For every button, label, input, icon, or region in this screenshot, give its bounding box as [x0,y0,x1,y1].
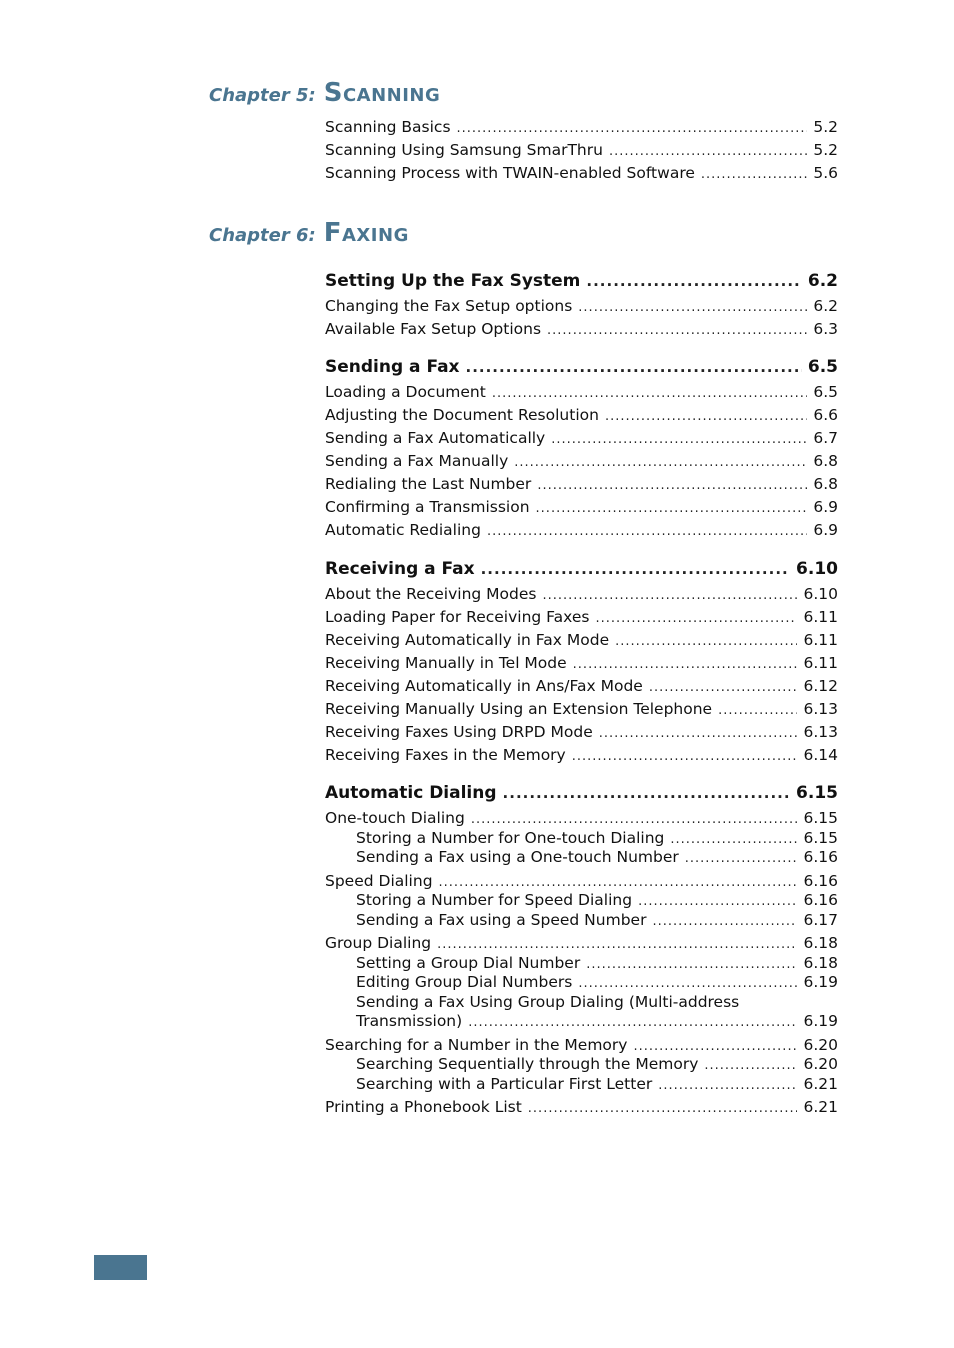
toc-entry[interactable] [325,1036,838,1056]
toc-entry[interactable] [325,162,838,185]
toc-entry[interactable] [325,139,838,162]
chapter-5-toc [325,116,838,185]
toc-entry[interactable] [325,519,838,542]
toc-entry-title: Searching Sequentially through the Memory [356,1055,699,1073]
receiving-section [325,556,838,767]
page-tab-marker [94,1255,147,1280]
toc-entry-title: Searching with a Particular First Letter [356,1074,653,1093]
leader-dots [578,296,807,319]
toc-entry-title: Receiving a Fax [325,559,475,579]
leader-dots [551,428,807,451]
toc-subentry[interactable] [325,848,838,868]
toc-entry[interactable] [325,934,838,954]
toc-entry-page: 6.15 [803,809,838,827]
toc-entry-page: 6.13 [803,700,838,718]
leader-dots [437,935,797,955]
toc-entry-page: 6.20 [803,1055,838,1073]
toc-entry-page: 6.12 [803,677,838,695]
toc-entry[interactable] [325,744,838,767]
toc-entry-page: 6.20 [803,1035,838,1054]
toc-entry[interactable] [325,318,838,341]
toc-entry-title: Scanning Using Samsung SmarThru [325,141,603,159]
toc-entry-page: 6.18 [803,934,838,952]
chapter-6-heading [209,218,409,248]
leader-dots [704,1056,797,1076]
toc-entry-page: 6.17 [803,910,838,929]
toc-entry-page: 6.3 [813,320,838,338]
toc-entry-title: Storing a Number for One-touch Dialing [356,828,665,847]
leader-dots [466,354,802,381]
toc-entry-page: 6.6 [813,406,838,424]
sending-section [325,354,838,542]
leader-dots [457,117,808,140]
toc-entry-page: 6.19 [803,1012,838,1030]
leader-dots [537,474,807,497]
toc-entry-title: Confirming a Transmission [325,498,530,516]
toc-entry-title: Searching for a Number in the Memory [325,1035,628,1054]
leader-dots [652,912,797,932]
toc-entry-title: Redialing the Last Number [325,475,532,493]
toc-subentry[interactable] [325,954,838,974]
leader-dots [578,974,797,994]
dialing-section [325,780,838,1118]
toc-entry[interactable] [325,675,838,698]
toc-subentry[interactable] [325,973,838,993]
toc-entry-title: Transmission) [356,1012,463,1030]
leader-dots [492,382,808,405]
toc-entry-page: 6.11 [803,631,838,649]
toc-entry[interactable] [325,381,838,404]
toc-subentry[interactable] [325,829,838,849]
toc-entry-title: Available Fax Setup Options [325,320,542,338]
chapter-6-label: Chapter 6: [209,225,316,246]
leader-dots [586,955,797,975]
toc-subentry[interactable] [325,1075,838,1095]
toc-entry-page: 6.9 [813,498,838,516]
toc-entry-title: Speed Dialing [325,871,433,890]
toc-entry[interactable] [325,1098,838,1118]
toc-entry-title: Printing a Phonebook List [325,1098,522,1116]
section-heading-sending[interactable] [325,354,838,381]
toc-entry-title: Automatic Dialing [325,783,497,803]
leader-dots [658,1076,797,1096]
toc-entry-page: 6.18 [803,953,838,972]
toc-entry-page: 6.21 [803,1098,838,1116]
section-heading-receiving[interactable] [325,556,838,583]
toc-entry[interactable] [325,809,838,829]
toc-entry-page: 6.13 [803,723,838,741]
toc-subentry[interactable] [325,1055,838,1075]
toc-entry-page: 5.2 [813,141,838,159]
toc-entry-title: Receiving Manually Using an Extension Telephone [325,700,713,718]
toc-entry-title: Sending a Fax using a Speed Number [356,910,647,929]
toc-subentry[interactable] [325,891,838,911]
toc-entry-title: One-touch Dialing [325,809,465,827]
chapter-5-title: Scanning [323,78,441,108]
toc-entry-page: 6.8 [813,475,838,493]
toc-entry-page: 6.9 [813,521,838,539]
toc-subentry[interactable] [325,911,838,931]
toc-entry[interactable] [325,606,838,629]
toc-entry-page: 6.15 [796,783,838,803]
toc-entry-title: Sending a Fax [325,357,460,377]
toc-entry[interactable] [325,404,838,427]
toc-entry-page: 6.16 [803,891,838,909]
toc-entry[interactable] [325,583,838,606]
toc-entry[interactable] [325,496,838,519]
toc-entry-title: Loading Paper for Receiving Faxes [325,608,590,626]
toc-entry-title: Group Dialing [325,934,432,952]
section-heading-dialing[interactable] [325,780,838,807]
fax-setup-section [325,268,838,341]
leader-dots [633,1037,797,1057]
toc-entry[interactable] [325,427,838,450]
leader-dots [468,1013,797,1033]
toc-entry-title: Sending a Fax Automatically [325,429,546,447]
toc-entry[interactable] [325,629,838,652]
toc-entry-title: Storing a Number for Speed Dialing [356,891,633,909]
toc-entry[interactable] [325,116,838,139]
toc-entry-title: Setting a Group Dial Number [356,953,581,972]
leader-dots [439,873,798,893]
leader-dots [471,810,798,830]
toc-entry-page: 5.6 [813,164,838,182]
toc-entry[interactable] [325,450,838,473]
section-heading-setup[interactable] [325,268,838,295]
toc-entry-page: 6.16 [803,871,838,890]
toc-entry-page: 6.8 [813,452,838,470]
toc-entry-page: 6.16 [803,848,838,866]
toc-entry-title: Receiving Faxes Using DRPD Mode [325,723,593,741]
toc-entry-page: 6.10 [803,585,838,603]
toc-entry-title: Sending a Fax Manually [325,452,509,470]
toc-entry-title: Receiving Automatically in Ans/Fax Mode [325,677,643,695]
chapter-5-heading [209,78,440,108]
toc-entry-title: About the Receiving Modes [325,585,537,603]
chapter-6-title: Faxing [323,218,409,248]
leader-dots [615,630,797,653]
toc-entry[interactable] [325,721,838,744]
toc-entry-page: 6.21 [803,1074,838,1093]
toc-entry-title: Receiving Faxes in the Memory [325,746,566,764]
leader-dots [514,451,807,474]
toc-entry-title: Automatic Redialing [325,521,481,539]
toc-entry-title: Setting Up the Fax System [325,271,581,291]
leader-dots [670,830,797,850]
toc-entry-page: 6.2 [813,297,838,315]
leader-dots [649,676,798,699]
toc-entry-title: Changing the Fax Setup options [325,297,573,315]
toc-entry-title: Scanning Basics [325,118,451,136]
toc-subentry-line[interactable] [325,993,838,1013]
toc-entry[interactable] [325,872,838,892]
toc-entry-title: Scanning Process with TWAIN-enabled Software [325,164,695,182]
leader-dots [605,405,807,428]
toc-entry[interactable] [325,295,838,318]
leader-dots [481,556,790,583]
toc-entry-title: Receiving Automatically in Fax Mode [325,631,610,649]
toc-entry-title: Adjusting the Document Resolution [325,406,599,424]
chapter-5-label: Chapter 5: [209,85,316,106]
toc-entry-page: 6.5 [807,357,838,377]
toc-entry-page: 6.5 [813,383,838,401]
leader-dots [528,1099,798,1119]
leader-dots [609,140,807,163]
toc-entry-page: 6.2 [807,271,838,291]
leader-dots [718,699,797,722]
toc-entry-page: 6.10 [796,559,838,579]
toc-entry[interactable] [325,473,838,496]
leader-dots [536,497,808,520]
leader-dots [586,268,801,295]
toc-entry-title: Editing Group Dial Numbers [356,973,573,991]
toc-entry-page: 6.11 [803,654,838,672]
toc-entry-page: 6.19 [803,973,838,991]
leader-dots [573,653,798,676]
leader-dots [547,319,807,342]
toc-subentry[interactable] [325,1012,838,1032]
toc-entry-page: 6.14 [803,746,838,764]
toc-entry-title: Loading a Document [325,383,486,401]
leader-dots [572,745,798,768]
toc-entry[interactable] [325,698,838,721]
toc-entry[interactable] [325,652,838,675]
toc-entry-page: 6.15 [803,828,838,847]
leader-dots [487,520,807,543]
leader-dots [638,892,797,912]
toc-entry-page: 5.2 [813,118,838,136]
leader-dots [701,163,807,186]
leader-dots [503,780,791,807]
toc-entry-page: 6.11 [803,608,838,626]
toc-entry-title: Receiving Manually in Tel Mode [325,654,567,672]
leader-dots [685,849,798,869]
leader-dots [542,584,797,607]
leader-dots [595,607,797,630]
toc-entry-title: Sending a Fax using a One-touch Number [356,848,679,866]
toc-entry-page: 6.7 [813,429,838,447]
toc-entry-title: Sending a Fax Using Group Dialing (Multi-address [356,992,740,1011]
leader-dots [599,722,798,745]
